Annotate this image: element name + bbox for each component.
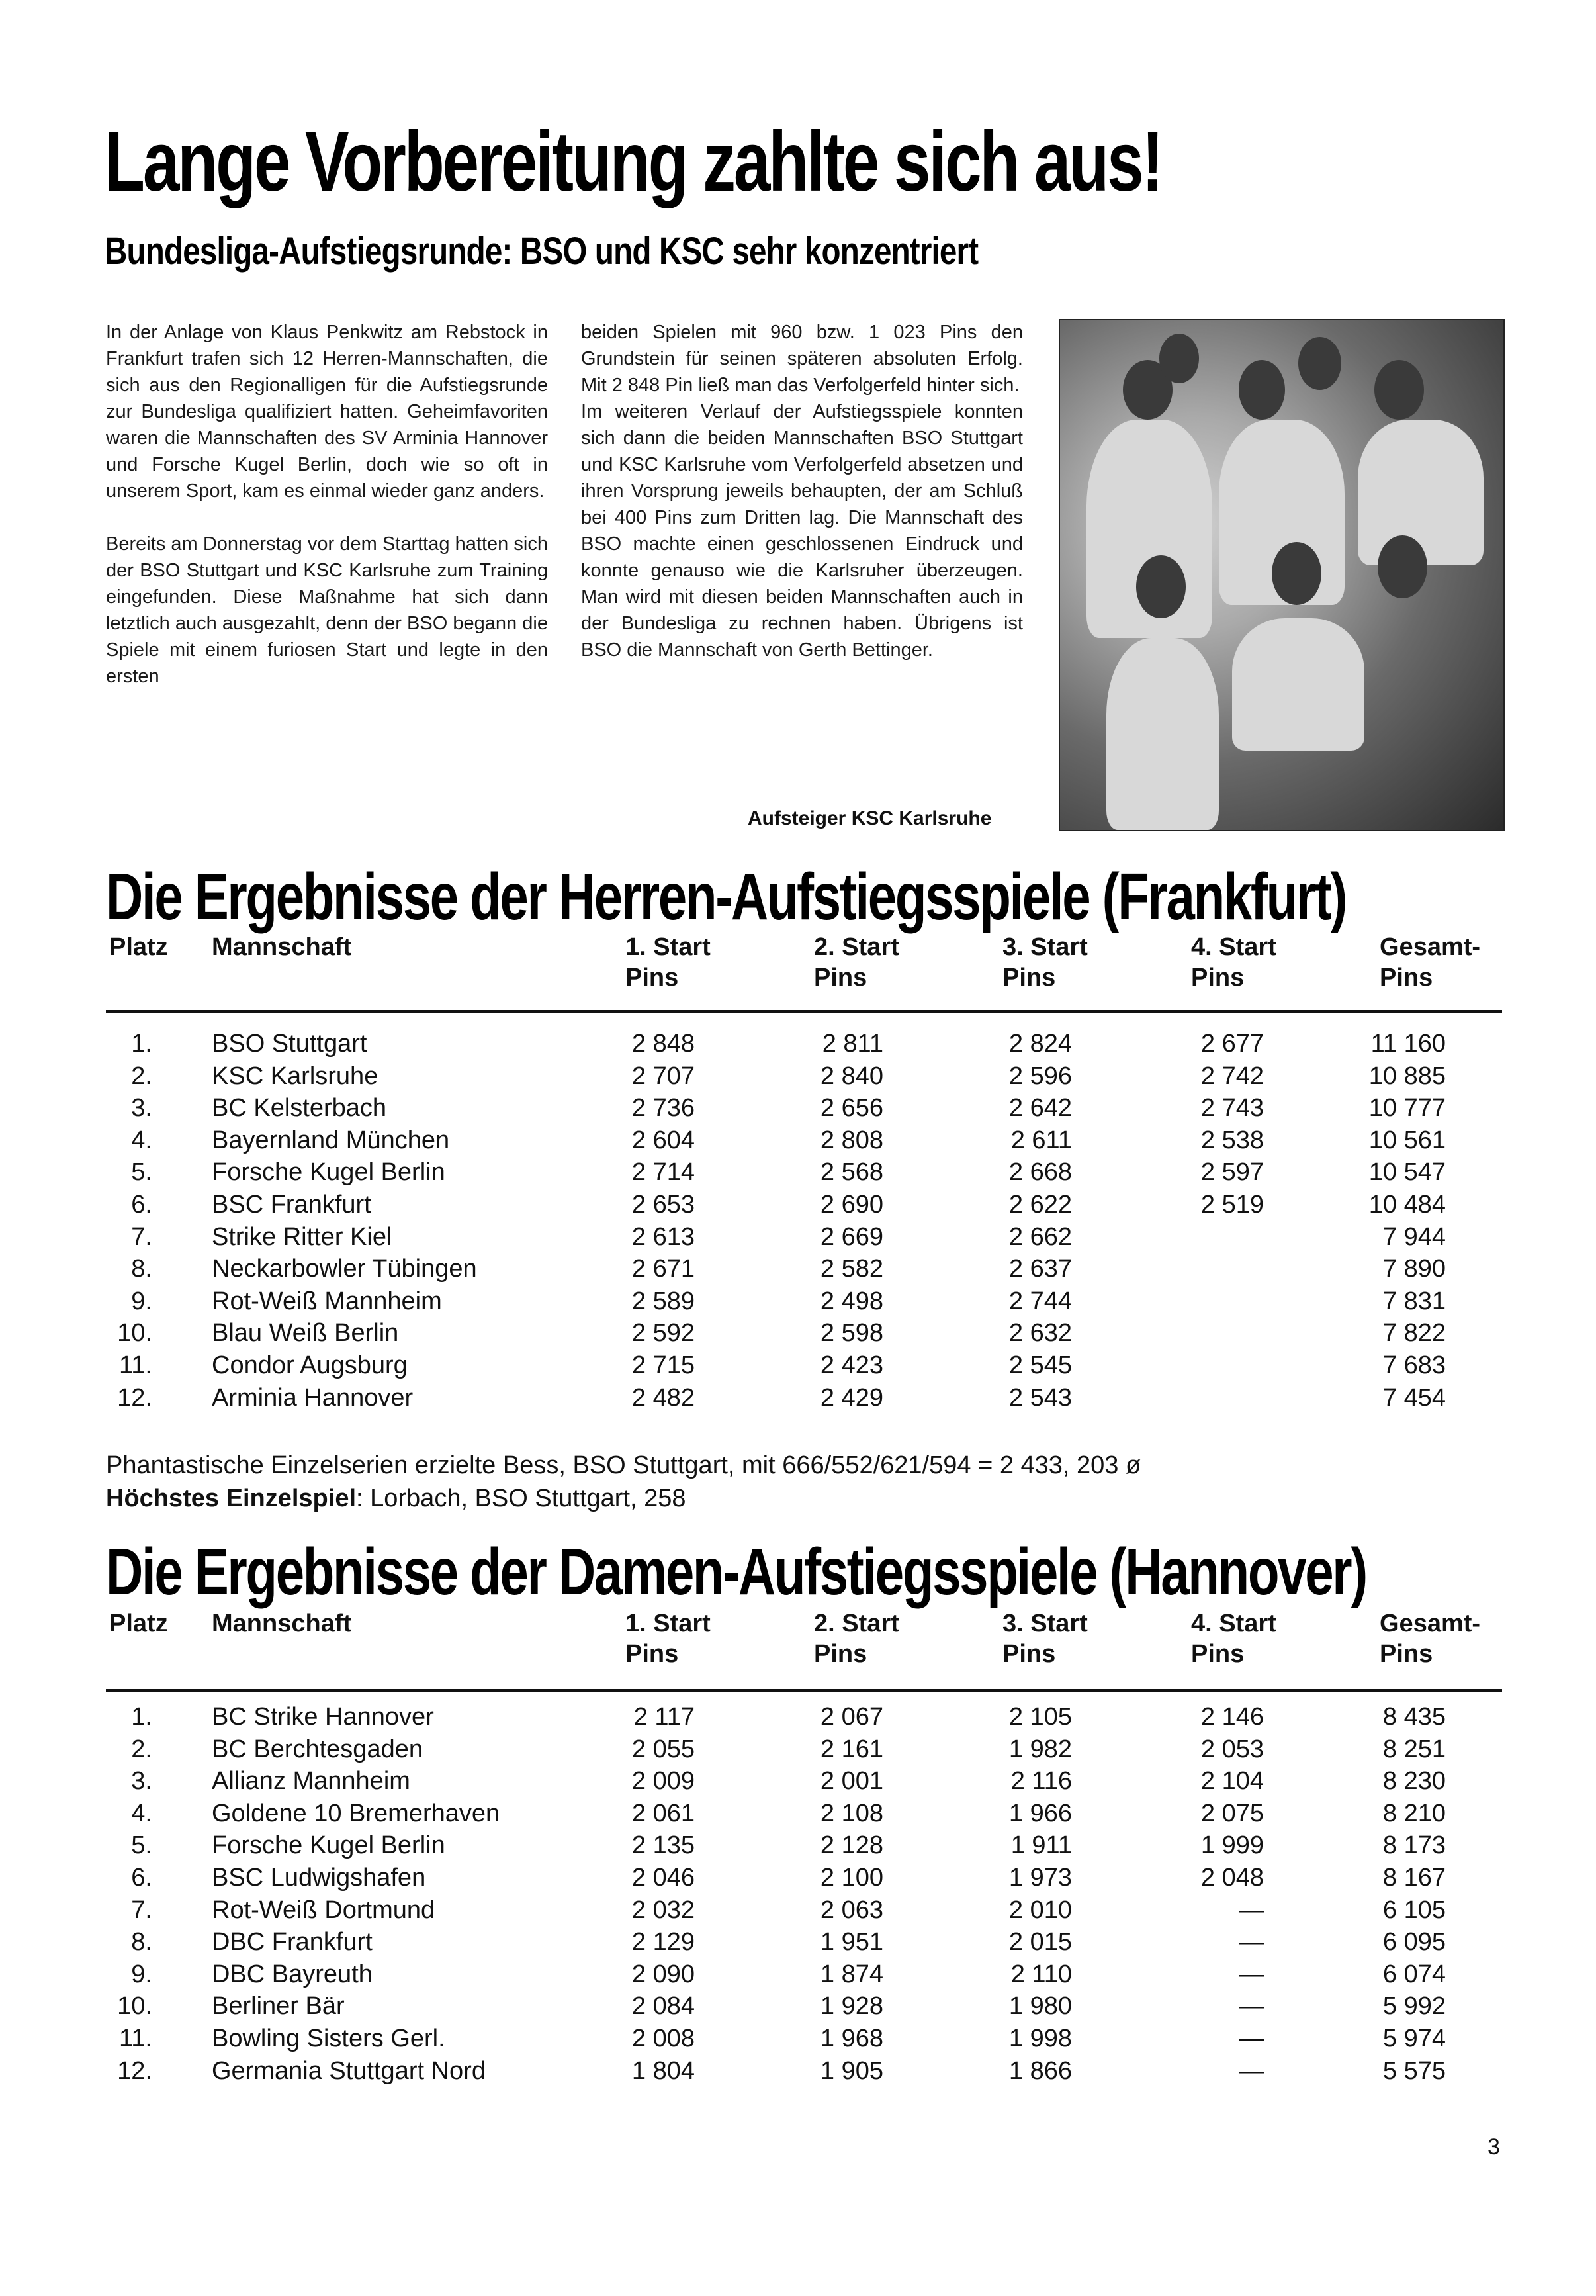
cell-team: Strike Ritter Kiel — [212, 1222, 392, 1251]
cell-s1: 2 046 — [631, 1863, 695, 1892]
table-header — [106, 932, 1502, 1005]
cell-team: Forsche Kugel Berlin — [212, 1831, 445, 1860]
cell-s2: 2 128 — [820, 1831, 883, 1860]
cell-team: Bowling Sisters Gerl. — [212, 2024, 445, 2052]
cell-team: Neckarbowler Tübingen — [212, 1255, 477, 1283]
cell-s3: 2 010 — [1008, 1896, 1072, 1924]
cell-rank: 1. — [131, 1030, 152, 1058]
cell-total: 8 251 — [1382, 1735, 1446, 1763]
table-row — [106, 1092, 1502, 1125]
cell-s1: 2 009 — [631, 1767, 695, 1796]
cell-s1: 2 848 — [631, 1030, 695, 1058]
cell-s1: 2 589 — [631, 1287, 695, 1315]
table-row — [106, 1221, 1502, 1254]
table-row — [106, 2023, 1502, 2055]
cell-rank: 6. — [131, 1190, 152, 1218]
cell-s4: 2 104 — [1200, 1767, 1264, 1796]
cell-s2: 2 001 — [820, 1767, 883, 1796]
col-start-4: 4. Start Pins — [1191, 933, 1276, 991]
cell-s3: 2 596 — [1008, 1062, 1072, 1090]
cell-rank: 8. — [131, 1255, 152, 1283]
cell-s4: 2 742 — [1200, 1062, 1264, 1090]
table-row — [106, 1926, 1502, 1958]
cell-s2: 2 423 — [820, 1351, 883, 1379]
cell-total: 10 547 — [1368, 1158, 1446, 1187]
cell-team: BSC Ludwigshafen — [212, 1863, 426, 1892]
cell-s2: 1 905 — [820, 2056, 883, 2085]
cell-s4: — — [1239, 1992, 1264, 2021]
cell-team: Bayernland München — [212, 1126, 450, 1154]
col-mannschaft: Mannschaft — [212, 1610, 352, 1637]
table-row — [106, 1350, 1502, 1382]
cell-rank: 6. — [131, 1863, 152, 1892]
table-row — [106, 1733, 1502, 1766]
table-row — [106, 1862, 1502, 1894]
table-row — [106, 1958, 1502, 1991]
paragraph: Bereits am Donnerstag vor dem Starttag hatten sich der BSO Stuttgart und KSC Karlsruhe zum Training eingefunden. Diese Maßnahme hat sich dann letztlich auch ausgezahlt, denn der BSO begann die Spiele mit einem furiosen Start und legte in den ersten — [106, 533, 548, 687]
cell-rank: 2. — [131, 1062, 152, 1090]
cell-s2: 1 874 — [820, 1960, 883, 1988]
cell-team: Rot-Weiß Dortmund — [212, 1896, 435, 1924]
cell-total: 8 230 — [1382, 1767, 1446, 1796]
header-rule — [106, 1010, 1502, 1013]
article-column-2 — [581, 319, 1023, 663]
cell-s3: 1 973 — [1008, 1863, 1072, 1892]
cell-s2: 2 656 — [820, 1094, 883, 1123]
note-highest-game: Höchstes Einzelspiel: Lorbach, BSO Stuttgart, 258 — [106, 1485, 686, 1512]
cell-rank: 9. — [131, 1287, 152, 1315]
cell-s2: 2 840 — [820, 1062, 883, 1090]
cell-total: 7 944 — [1382, 1222, 1446, 1251]
cell-s2: 1 928 — [820, 1992, 883, 2021]
cell-s3: 1 866 — [1008, 2056, 1072, 2085]
col-start-1: 1. Start Pins — [625, 933, 711, 991]
cell-s2: 1 951 — [820, 1928, 883, 1956]
cell-rank: 5. — [131, 1158, 152, 1187]
cell-s4: 2 053 — [1200, 1735, 1264, 1763]
cell-team: BC Berchtesgaden — [212, 1735, 423, 1763]
cell-s1: 2 592 — [631, 1319, 695, 1348]
table-row — [106, 1990, 1502, 2023]
cell-rank: 3. — [131, 1767, 152, 1796]
cell-s4: 2 743 — [1200, 1094, 1264, 1123]
cell-s3: 2 824 — [1008, 1030, 1072, 1058]
col-mannschaft: Mannschaft — [212, 933, 352, 961]
cell-rank: 9. — [131, 1960, 152, 1988]
col-gesamt: Gesamt- Pins — [1380, 1610, 1481, 1668]
cell-rank: 11. — [118, 1351, 152, 1379]
cell-total: 8 210 — [1382, 1799, 1446, 1827]
cell-total: 5 575 — [1382, 2056, 1446, 2085]
cell-s2: 2 582 — [820, 1255, 883, 1283]
cell-s1: 2 061 — [631, 1799, 695, 1827]
cell-rank: 11. — [118, 2024, 152, 2052]
cell-s4: — — [1239, 1960, 1264, 1988]
col-start-3: 3. Start Pins — [1002, 1610, 1088, 1668]
cell-rank: 10. — [117, 1992, 152, 2021]
cell-s3: 2 110 — [1010, 1960, 1072, 1988]
cell-s1: 2 117 — [633, 1703, 695, 1731]
damen-results-table — [106, 1608, 1502, 2085]
cell-s1: 2 604 — [631, 1126, 695, 1154]
photo-caption: Aufsteiger KSC Karlsruhe — [748, 807, 992, 829]
cell-total: 7 683 — [1382, 1351, 1446, 1379]
cell-team: BC Strike Hannover — [212, 1703, 434, 1731]
cell-s3: 1 966 — [1008, 1799, 1072, 1827]
cell-s3: 2 015 — [1008, 1928, 1072, 1956]
cell-rank: 3. — [131, 1094, 152, 1123]
cell-s3: 2 642 — [1008, 1094, 1072, 1123]
cell-s3: 2 662 — [1008, 1222, 1072, 1251]
herren-rows — [106, 1028, 1502, 1414]
cell-total: 8 167 — [1382, 1863, 1446, 1892]
cell-rank: 10. — [117, 1319, 152, 1348]
table-row — [106, 1060, 1502, 1093]
cell-s4: 2 146 — [1200, 1703, 1264, 1731]
cell-team: Germania Stuttgart Nord — [212, 2056, 486, 2085]
cell-s3: 1 911 — [1010, 1831, 1072, 1860]
cell-s1: 2 482 — [631, 1383, 695, 1412]
cell-s2: 2 598 — [820, 1319, 883, 1348]
cell-s2: 2 063 — [820, 1896, 883, 1924]
cell-team: BSC Frankfurt — [212, 1190, 371, 1218]
cell-s4: 2 538 — [1200, 1126, 1264, 1154]
col-platz: Platz — [109, 1610, 168, 1637]
cell-rank: 7. — [131, 1896, 152, 1924]
cell-s2: 2 568 — [820, 1158, 883, 1187]
cell-rank: 1. — [131, 1703, 152, 1731]
cell-s3: 2 545 — [1008, 1351, 1072, 1379]
cell-total: 7 831 — [1382, 1287, 1446, 1315]
col-platz: Platz — [109, 933, 168, 961]
table-row — [106, 1829, 1502, 1862]
cell-s1: 2 090 — [631, 1960, 695, 1988]
table-row — [106, 1028, 1502, 1060]
cell-s2: 2 161 — [820, 1735, 883, 1763]
cell-team: Arminia Hannover — [212, 1383, 414, 1412]
cell-s2: 1 968 — [820, 2024, 883, 2052]
cell-rank: 5. — [131, 1831, 152, 1860]
cell-s2: 2 067 — [820, 1703, 883, 1731]
cell-s1: 2 707 — [631, 1062, 695, 1090]
cell-team: Blau Weiß Berlin — [212, 1319, 399, 1348]
cell-s3: 2 543 — [1008, 1383, 1072, 1412]
col-start-1: 1. Start Pins — [625, 1610, 711, 1668]
cell-s3: 1 998 — [1008, 2024, 1072, 2052]
cell-s1: 2 671 — [631, 1255, 695, 1283]
herren-title: Die Ergebnisse der Herren-Aufstiegsspiele (Frankfurt) — [106, 860, 1347, 934]
cell-team: Condor Augsburg — [212, 1351, 408, 1379]
cell-total: 7 822 — [1382, 1319, 1446, 1348]
cell-s2: 2 100 — [820, 1863, 883, 1892]
cell-team: DBC Frankfurt — [212, 1928, 373, 1956]
cell-s3: 2 668 — [1008, 1158, 1072, 1187]
cell-rank: 8. — [131, 1928, 152, 1956]
col-start-2: 2. Start Pins — [814, 1610, 899, 1668]
cell-s1: 2 055 — [631, 1735, 695, 1763]
cell-s4: — — [1239, 1896, 1264, 1924]
cell-team: Berliner Bär — [212, 1992, 345, 2021]
col-gesamt: Gesamt- Pins — [1380, 933, 1481, 991]
cell-total: 6 074 — [1382, 1960, 1446, 1988]
cell-s1: 2 084 — [631, 1992, 695, 2021]
cell-s2: 2 108 — [820, 1799, 883, 1827]
cell-team: BC Kelsterbach — [212, 1094, 387, 1123]
cell-rank: 7. — [131, 1222, 152, 1251]
cell-s1: 2 714 — [631, 1158, 695, 1187]
cell-s3: 2 622 — [1008, 1190, 1072, 1218]
table-row — [106, 1894, 1502, 1927]
cell-total: 5 974 — [1382, 2024, 1446, 2052]
cell-s1: 2 008 — [631, 2024, 695, 2052]
table-header — [106, 1608, 1502, 1681]
cell-total: 11 160 — [1370, 1030, 1446, 1058]
cell-rank: 12. — [117, 1383, 152, 1412]
cell-team: BSO Stuttgart — [212, 1030, 367, 1058]
table-row — [106, 1285, 1502, 1318]
cell-s1: 2 715 — [631, 1351, 695, 1379]
cell-s3: 2 632 — [1008, 1319, 1072, 1348]
cell-rank: 4. — [131, 1799, 152, 1827]
subheadline: Bundesliga-Aufstiegsrunde: BSO und KSC sehr konzentriert — [105, 230, 979, 273]
cell-s3: 1 982 — [1008, 1735, 1072, 1763]
cell-team: Allianz Mannheim — [212, 1767, 410, 1796]
cell-team: Goldene 10 Bremerhaven — [212, 1799, 500, 1827]
cell-s3: 1 980 — [1008, 1992, 1072, 2021]
paragraph: Im weiteren Verlauf der Aufstiegsspiele konnten sich dann die beiden Mannschaften BSO Stuttgart und KSC Karlsruhe vom Verfolgerfeld absetzen und ihren Vorsprung jeweils behaupten, der am Schluß bei 400 Pins zum Dritten lag. Die Mannschaft des BSO machte einen geschlossenen Eindruck und konnte genauso wie die Karlsruher überzeugen. Man wird mit diesen beiden Mannschaften auch in der Bundesliga zu rechnen haben. Übrigens ist BSO die Mannschaft von Gerth Bettinger. — [581, 401, 1023, 661]
cell-s4: 2 597 — [1200, 1158, 1264, 1187]
cell-s2: 2 690 — [820, 1190, 883, 1218]
table-row — [106, 1382, 1502, 1414]
damen-title: Die Ergebnisse der Damen-Aufstiegsspiele (Hannover) — [106, 1535, 1366, 1609]
article-column-1 — [106, 319, 548, 690]
cell-s2: 2 811 — [822, 1030, 883, 1058]
cell-s4: 1 999 — [1200, 1831, 1264, 1860]
cell-s3: 2 744 — [1008, 1287, 1072, 1315]
cell-s2: 2 669 — [820, 1222, 883, 1251]
cell-total: 10 484 — [1368, 1190, 1446, 1218]
cell-s4: 2 075 — [1200, 1799, 1264, 1827]
cell-total: 7 454 — [1382, 1383, 1446, 1412]
headline: Lange Vorbereitung zahlte sich aus! — [105, 115, 1162, 209]
cell-team: DBC Bayreuth — [212, 1960, 373, 1988]
table-row — [106, 2055, 1502, 2088]
cell-s4: — — [1239, 2056, 1264, 2085]
cell-total: 8 435 — [1382, 1703, 1446, 1731]
note-series: Phantastische Einzelserien erzielte Bess, BSO Stuttgart, mit 666/552/621/594 = 2 433, 203 ø — [106, 1451, 1141, 1479]
paragraph: In der Anlage von Klaus Penkwitz am Rebstock in Frankfurt trafen sich 12 Herren-Mannschaften, die sich aus den Regionalligen für die Aufstiegsrunde zur Bundesliga qualifiziert hatten. Geheimfavoriten waren die Mannschaften des SV Arminia Hannover und Forsche Kugel Berlin, doch wie so oft in unserem Sport, kam es einmal wieder ganz anders. — [106, 322, 548, 502]
cell-total: 10 777 — [1368, 1094, 1446, 1123]
cell-s2: 2 429 — [820, 1383, 883, 1412]
cell-total: 8 173 — [1382, 1831, 1446, 1860]
cell-s1: 2 613 — [631, 1222, 695, 1251]
table-row — [106, 1765, 1502, 1798]
cell-rank: 12. — [117, 2056, 152, 2085]
col-start-4: 4. Start Pins — [1191, 1610, 1276, 1668]
cell-s3: 2 105 — [1008, 1703, 1072, 1731]
cell-rank: 2. — [131, 1735, 152, 1763]
herren-results-table — [106, 932, 1502, 1412]
cell-s4: — — [1239, 1928, 1264, 1956]
header-rule — [106, 1689, 1502, 1692]
cell-s4: 2 677 — [1200, 1030, 1264, 1058]
damen-rows — [106, 1701, 1502, 2087]
cell-team: KSC Karlsruhe — [212, 1062, 378, 1090]
cell-total: 6 095 — [1382, 1928, 1446, 1956]
cell-team: Forsche Kugel Berlin — [212, 1158, 445, 1187]
team-photo — [1059, 319, 1505, 831]
page-number: 3 — [1487, 2135, 1500, 2160]
col-start-2: 2. Start Pins — [814, 933, 899, 991]
table-row — [106, 1798, 1502, 1830]
cell-s3: 2 611 — [1010, 1126, 1072, 1154]
cell-total: 7 890 — [1382, 1255, 1446, 1283]
cell-team: Rot-Weiß Mannheim — [212, 1287, 442, 1315]
cell-total: 6 105 — [1382, 1896, 1446, 1924]
cell-s4: — — [1239, 2024, 1264, 2052]
cell-s3: 2 116 — [1010, 1767, 1072, 1796]
cell-s1: 2 653 — [631, 1190, 695, 1218]
table-row — [106, 1317, 1502, 1350]
cell-s1: 1 804 — [631, 2056, 695, 2085]
paragraph: beiden Spielen mit 960 bzw. 1 023 Pins den Grundstein für seinen späteren absoluten Erfolg. Mit 2 848 Pin ließ man das Verfolgerfeld hinter sich. — [581, 322, 1023, 396]
table-row — [106, 1156, 1502, 1189]
cell-s2: 2 498 — [820, 1287, 883, 1315]
cell-s2: 2 808 — [820, 1126, 883, 1154]
table-row — [106, 1189, 1502, 1221]
cell-total: 10 885 — [1368, 1062, 1446, 1090]
cell-s3: 2 637 — [1008, 1255, 1072, 1283]
table-row — [106, 1253, 1502, 1285]
cell-total: 10 561 — [1368, 1126, 1446, 1154]
cell-s1: 2 032 — [631, 1896, 695, 1924]
cell-total: 5 992 — [1382, 1992, 1446, 2021]
table-row — [106, 1701, 1502, 1733]
cell-s4: 2 519 — [1200, 1190, 1264, 1218]
cell-s1: 2 736 — [631, 1094, 695, 1123]
cell-s4: 2 048 — [1200, 1863, 1264, 1892]
cell-rank: 4. — [131, 1126, 152, 1154]
cell-s1: 2 135 — [631, 1831, 695, 1860]
cell-s1: 2 129 — [631, 1928, 695, 1956]
col-start-3: 3. Start Pins — [1002, 933, 1088, 991]
table-row — [106, 1125, 1502, 1157]
